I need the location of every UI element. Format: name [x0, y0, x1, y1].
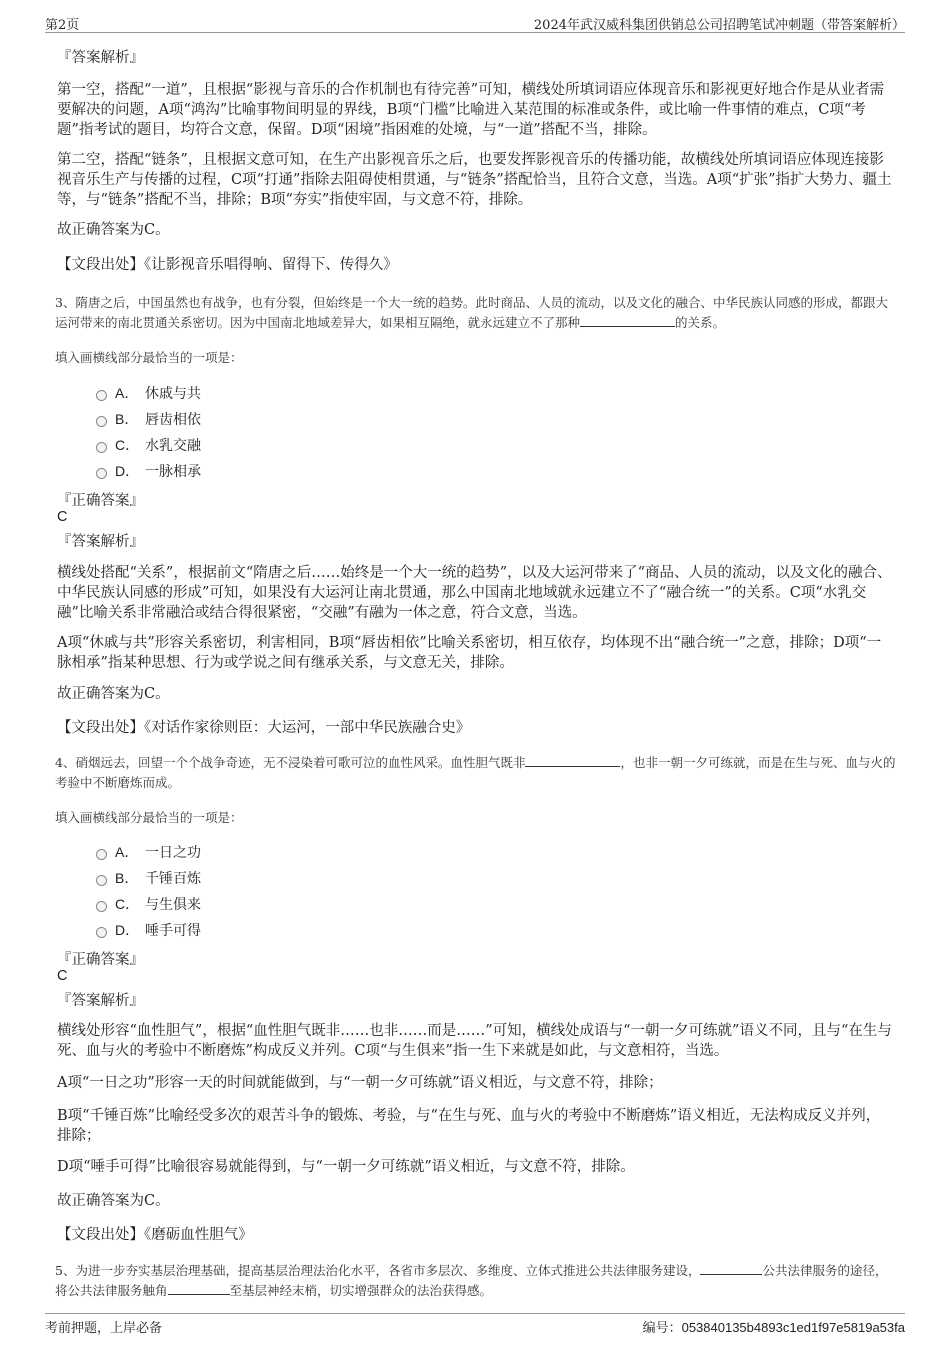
q3-correct-answer: C — [57, 509, 68, 525]
q2-analysis-p2: 第二空，搭配“链条”，且根据文意可知，在生产出影视音乐之后，也要发挥影视音乐的传播功能，故横线处所填词语应体现连接影视音乐生产与传播的过程，C项“打通”指除去阻碍使相贯通，与“链条”搭配恰当，且符合文意，当选。A项“扩张”指扩大势力、疆土等，与“链条”搭配不当，排除；B项“夯实”指使牢固，与文意不符，排除。 — [57, 152, 892, 208]
q5-stem: 5、为进一步夯实基层治理基础，提高基层治理法治化水平，各省市多层次、多维度、立体式推进公共法律服务建设， 公共法律服务的途径，将公共法律服务触角 至基层神经末梢，切实增强群众的法治获得感。 — [55, 1263, 888, 1298]
q4-analysis-label: 『答案解析』 — [57, 993, 144, 1009]
answer-blank — [580, 315, 675, 327]
q4-stem: 4、硝烟远去，回望一个个战争奇迹，无不浸染着可歌可泣的血性风采。血性胆气既非 ，也非一朝一夕可练就，而是在生与死、血与火的考验中不断磨炼而成。 — [55, 755, 896, 790]
radio-icon[interactable] — [96, 468, 107, 479]
q3-analysis-p1: 横线处搭配“关系”，根据前文“隋唐之后……始终是一个大一统的趋势”，以及大运河带来了“商品、人员的流动，以及文化的融合、中华民族认同感的形成”可知，如果没有大运河让南北贯通，那么中国南北地域就永远建立不了“融合统一”的关系。C项“水乳交融”比喻关系非常融洽或结合得很紧密，“交融”有融为一体之意，符合文意，当选。 — [57, 565, 892, 621]
answer-blank — [168, 1283, 230, 1295]
radio-icon[interactable] — [96, 849, 107, 860]
radio-icon[interactable] — [96, 901, 107, 912]
page-header — [45, 12, 905, 33]
q4-prompt: 填入画横线部分最恰当的一项是： — [55, 810, 243, 825]
q2-analysis-label: 『答案解析』 — [57, 50, 144, 66]
radio-icon[interactable] — [96, 416, 107, 427]
q3-option-c[interactable]: C． 水乳交融 — [96, 435, 201, 455]
page-number: 第2页 — [45, 18, 80, 33]
q3-prompt: 填入画横线部分最恰当的一项是： — [55, 350, 243, 365]
q3-analysis-p2: A项“休戚与共”形容关系密切，利害相同，B项“唇齿相依”比喻关系密切，相互依存，均体现不出“融合统一”之意，排除；D项“一脉相承”指某种思想、行为或学说之间有继承关系，与文意无关，排除。 — [57, 635, 882, 671]
q4-analysis-p2: A项“一日之功”形容一天的时间就能做到，与“一朝一夕可练就”语义相近，与文意不符，排除； — [57, 1075, 663, 1091]
document-title: 2024年武汉威科集团供销总公司招聘笔试冲刺题（带答案解析） — [533, 18, 905, 33]
q3-analysis-label: 『答案解析』 — [57, 534, 144, 550]
q4-option-b[interactable]: B． 千锤百炼 — [96, 868, 201, 888]
q4-conclusion: 故正确答案为C。 — [57, 1193, 170, 1209]
footer-slogan: 考前押题，上岸必备 — [45, 1321, 163, 1336]
q2-source: 【文段出处】《让影视音乐唱得响、留得下、传得久》 — [57, 257, 398, 273]
q4-analysis-p1: 横线处形容“血性胆气”，根据“血性胆气既非……也非……而是……”可知，横线处成语与“一朝一夕可练就”语义不同，且与“在生与死、血与火的考验中不断磨炼”构成反义并列。C项“与生俱来”指一生下来就是如此，与文意相符，当选。 — [57, 1023, 892, 1059]
page-footer — [45, 1313, 905, 1334]
q4-option-c[interactable]: C． 与生俱来 — [96, 894, 201, 914]
q2-analysis-p1: 第一空，搭配“一道”，且根据“影视与音乐的合作机制也有待完善”可知，横线处所填词语应体现音乐和影视更好地合作是从业者需要解决的问题，A项“鸿沟”比喻事物间明显的界线，B项“门槛”比喻进入某范围的标准或条件，或比喻一件事情的难点，C项“考题”指考试的题目，均符合文意，保留。D项“困境”指困难的处境，与“一道”搭配不当，排除。 — [57, 82, 885, 138]
q3-source: 【文段出处】《对话作家徐则臣：大运河，一部中华民族融合史》 — [57, 720, 471, 736]
q4-option-d[interactable]: D． 唾手可得 — [96, 920, 201, 940]
q4-correct-answer: C — [57, 968, 68, 984]
q4-analysis-p3: B项“千锤百炼”比喻经受多次的艰苦斗争的锻炼、考验，与“在生与死、血与火的考验中不断磨炼”语义相近，无法构成反义并列，排除； — [57, 1108, 881, 1144]
q4-correct-label: 『正确答案』 — [57, 952, 144, 968]
q3-conclusion: 故正确答案为C。 — [57, 686, 170, 702]
q4-source: 【文段出处】《磨砺血性胆气》 — [57, 1227, 253, 1243]
radio-icon[interactable] — [96, 875, 107, 886]
radio-icon[interactable] — [96, 927, 107, 938]
q2-conclusion: 故正确答案为C。 — [57, 222, 170, 238]
answer-blank — [525, 755, 620, 767]
radio-icon[interactable] — [96, 442, 107, 453]
document-code: 编号：053840135b4893c1ed1f97e5819a53fa — [642, 1320, 905, 1335]
q3-correct-label: 『正确答案』 — [57, 493, 144, 509]
q4-analysis-p4: D项“唾手可得”比喻很容易就能得到，与“一朝一夕可练就”语义相近，与文意不符，排除。 — [57, 1159, 635, 1175]
q3-option-d[interactable]: D． 一脉相承 — [96, 461, 201, 481]
q4-option-a[interactable]: A． 一日之功 — [96, 842, 201, 862]
radio-icon[interactable] — [96, 390, 107, 401]
q3-stem: 3、隋唐之后，中国虽然也有战争，也有分裂，但始终是一个大一统的趋势。此时商品、人员的流动，以及文化的融合、中华民族认同感的形成，都跟大运河带来的南北贯通关系密切。因为中国南北地域差异大，如果相互隔绝，就永远建立不了那种 的关系。 — [55, 295, 888, 330]
q3-option-b[interactable]: B． 唇齿相依 — [96, 409, 201, 429]
q3-option-a[interactable]: A． 休戚与共 — [96, 383, 201, 403]
answer-blank — [700, 1263, 762, 1275]
